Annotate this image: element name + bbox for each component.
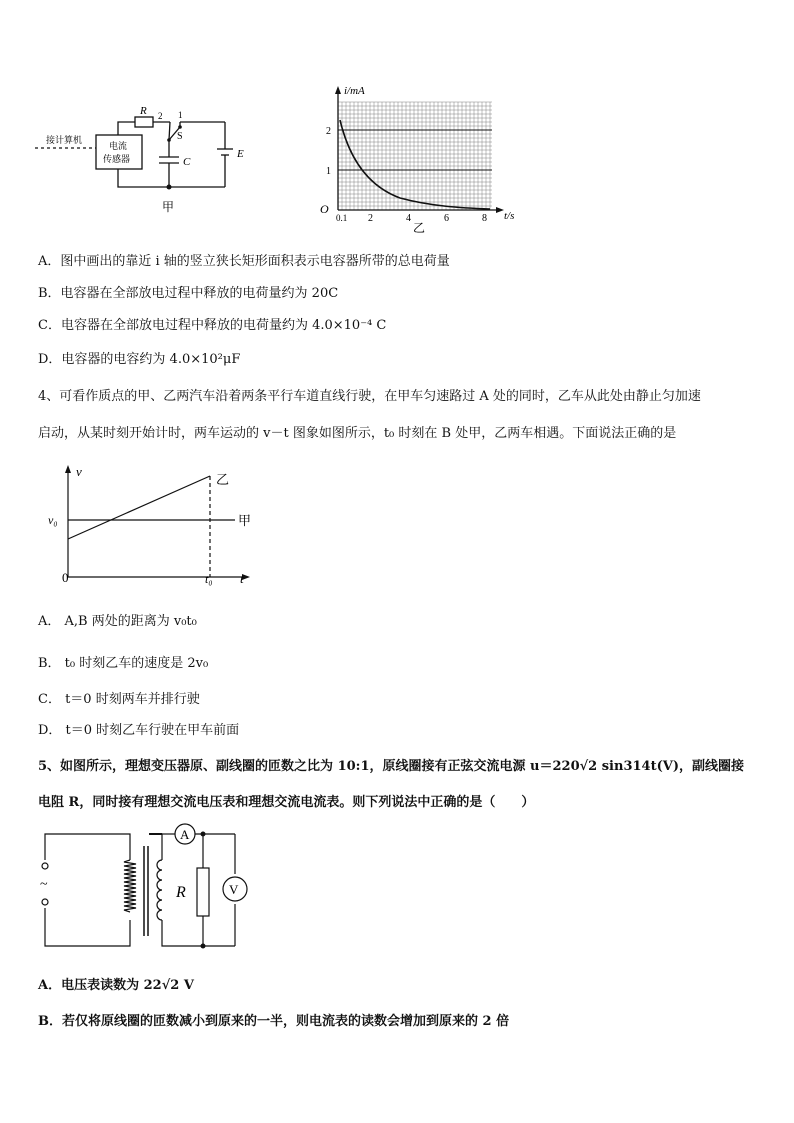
q3-option-c: C．电容器在全部放电过程中释放的电荷量约为 4.0×10⁻⁴ C (38, 318, 387, 333)
label-voltmeter: V (229, 882, 239, 897)
xtick-6: 6 (444, 213, 449, 224)
label-2: 2 (158, 111, 163, 121)
xtick-2: 2 (368, 213, 373, 224)
graph-xlabel: t/s (504, 210, 515, 222)
q4-stem-line-1: 4、可看作质点的甲、乙两汽车沿着两条平行车道直线行驶，在甲车匀速路过 A 处的同时，乙车从此处由静止匀加速 (38, 389, 701, 404)
graph-grid (338, 102, 492, 210)
q3-option-b: B．电容器在全部放电过程中释放的电荷量约为 20C (38, 286, 339, 301)
label-S: S (177, 131, 183, 142)
xtick-8: 8 (482, 213, 487, 224)
q3-option-d: D．电容器的电容约为 4.0×10²μF (38, 352, 241, 367)
primary-coil (124, 860, 136, 912)
xtick-4: 4 (406, 213, 411, 224)
q4-option-c: C． t＝0 时刻两车并排行驶 (38, 692, 200, 707)
vt-label-yi: 乙 (216, 472, 230, 487)
figure-yi-graph (310, 82, 540, 235)
vt-label-v0: v₀ (48, 513, 58, 527)
q4-option-b: B． t₀ 时刻乙车的速度是 2v₀ (38, 656, 209, 671)
label-ammeter: A (180, 827, 190, 842)
q4-option-d: D． t＝0 时刻乙车行驶在甲车前面 (38, 723, 240, 738)
graph-origin: O (320, 202, 329, 216)
q4-option-a: A． A,B 两处的距离为 v₀t₀ (38, 614, 197, 629)
caption-jia: 甲 (162, 200, 175, 214)
q5-option-a: A．电压表读数为 22√2 V (38, 978, 194, 993)
vt-label-0: 0 (62, 570, 69, 585)
q4-vt-graph (40, 462, 270, 587)
label-C: C (183, 156, 191, 168)
ytick-2: 2 (326, 126, 331, 137)
q5-stem-line-2: 电阻 R，同时接有理想交流电压表和理想交流电流表。则下列说法中正确的是（ ） (38, 795, 535, 810)
graph-ylabel: i/mA (344, 85, 365, 97)
figure-jia-circuit (30, 95, 260, 225)
ytick-1: 1 (326, 166, 331, 177)
label-1: 1 (178, 110, 183, 120)
q5-transformer-circuit (35, 820, 275, 955)
q4-stem-line-2: 启动，从某时刻开始计时，两车运动的 v－t 图象如图所示，t₀ 时刻在 B 处甲，乙两车相遇。下面说法正确的是 (38, 426, 677, 441)
xtick-0.1: 0.1 (336, 213, 348, 223)
q3-option-a: A．图中画出的靠近 i 轴的竖立狭长矩形面积表示电容器所带的总电荷量 (38, 254, 450, 269)
vt-label-v: v (76, 464, 82, 479)
label-sensor-2: 传感器 (103, 154, 131, 164)
vt-label-t0: t₀ (205, 572, 213, 586)
q5-option-b: B．若仅将原线圈的匝数减小到原来的一半，则电流表的读数会增加到原来的 2 倍 (38, 1014, 510, 1029)
discharge-curve (340, 120, 490, 209)
label-computer: 接计算机 (46, 135, 83, 145)
label-sensor-1: 电流 (109, 141, 128, 151)
label-R: R (140, 105, 147, 117)
vt-label-t: t (240, 571, 244, 586)
label-ac-source: ~ (40, 877, 48, 892)
q5-stem-line-1: 5、如图所示，理想变压器原、副线圈的匝数之比为 10:1，原线圈接有正弦交流电源 u＝220√2 sin314t(V)，副线圈接 (38, 759, 744, 774)
secondary-coil (157, 860, 162, 920)
label-E: E (237, 148, 244, 160)
label-resistor: R (176, 884, 186, 901)
resistor-R (197, 868, 209, 916)
caption-yi: 乙 (413, 221, 426, 235)
vt-label-jia: 甲 (238, 513, 252, 528)
